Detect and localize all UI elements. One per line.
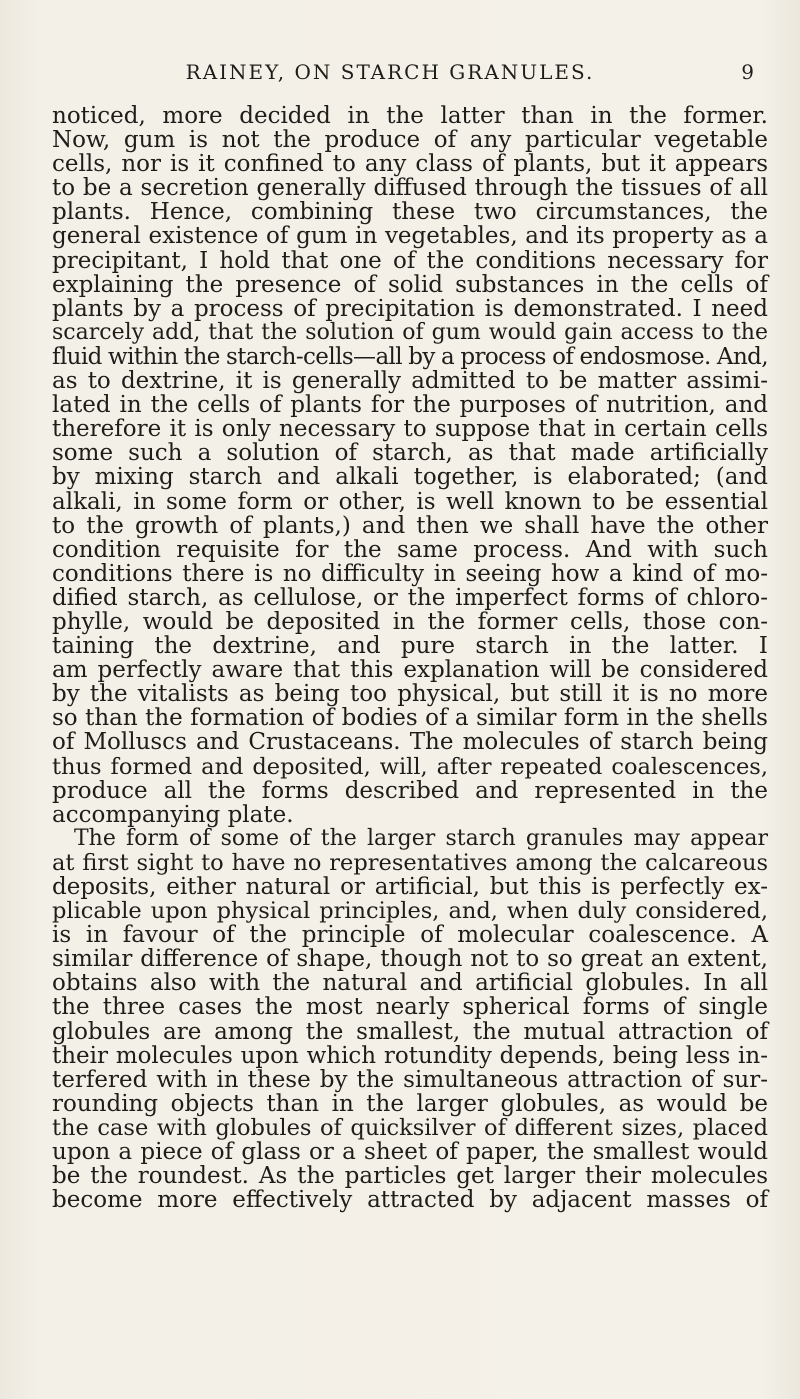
running-title: RAINEY, ON STARCH GRANULES.	[185, 60, 595, 84]
text-line: deposits, either natural or artificial, but this is perfectly ex-	[52, 874, 768, 900]
text-line: upon a piece of glass or a sheet of paper, the smallest would	[52, 1139, 768, 1166]
text-line: phylle, would be deposited in the former cells, those con-	[52, 608, 768, 635]
text-line: noticed, more decided in the latter than in the former.	[52, 103, 768, 129]
text-line: lated in the cells of plants for the purposes of nutrition, and	[52, 392, 768, 419]
text-line: rounding objects than in the larger globules, as would be	[52, 1090, 768, 1117]
text-line: plants. Hence, combining these two circumstances, the	[52, 199, 768, 226]
text-line: produce all the forms described and represented in the	[52, 777, 768, 804]
text-line: the three cases the most nearly spherical forms of single	[52, 994, 768, 1021]
text-line: taining the dextrine, and pure starch in the latter. I	[52, 633, 768, 660]
text-line: is in favour of the principle of molecular coalescence. A	[52, 922, 768, 949]
body-text	[52, 104, 768, 1212]
text-line: Now, gum is not the produce of any particular vegetable	[52, 127, 768, 154]
text-line: the case with globules of quicksilver of different sizes, placed	[52, 1114, 768, 1141]
text-line: at first sight to have no representatives among the calcareous	[52, 849, 768, 876]
text-line: globules are among the smallest, the mutual attraction of	[52, 1018, 768, 1045]
text-line: cells, nor is it confined to any class of plants, but it appears	[52, 151, 768, 178]
text-line: alkali, in some form or other, is well known to be essential	[52, 488, 768, 515]
text-line: dified starch, as cellulose, or the imperfect forms of chloro-	[52, 584, 768, 611]
text-line: plants by a process of precipitation is demonstrated. I need	[52, 295, 768, 322]
text-line: conditions there is no difficulty in seeing how a kind of mo-	[52, 560, 768, 587]
text-line: by the vitalists as being too physical, but still it is no more	[52, 681, 768, 708]
text-line: so than the formation of bodies of a similar form in the shells	[52, 705, 768, 732]
text-line: The form of some of the larger starch granules may appear	[74, 825, 768, 851]
text-line: become more effectively attracted by adjacent masses of	[52, 1187, 768, 1214]
text-line: similar difference of shape, though not to so great an extent,	[52, 946, 768, 973]
text-line: scarcely add, that the solution of gum would gain access to the	[52, 319, 768, 345]
text-line: explaining the presence of solid substances in the cells of	[52, 271, 768, 298]
text-line: their molecules upon which rotundity depends, being less in-	[52, 1042, 768, 1069]
text-line: precipitant, I hold that one of the conditions necessary for	[52, 247, 768, 274]
text-line: to the growth of plants,) and then we shall have the other	[52, 512, 768, 539]
text-line: accompanying plate.	[52, 801, 294, 828]
text-line: to be a secretion generally diffused through the tissues of all	[52, 175, 768, 202]
text-line: am perfectly aware that this explanation will be considered	[52, 657, 768, 684]
text-line: terfered with in these by the simultaneous attraction of sur-	[52, 1066, 768, 1093]
text-line: therefore it is only necessary to suppose that in certain cells	[52, 416, 768, 443]
text-line: obtains also with the natural and artificial globules. In all	[52, 970, 768, 997]
text-line: thus formed and deposited, will, after repeated coalescences,	[52, 753, 768, 780]
text-line: by mixing starch and alkali together, is elaborated; (and	[52, 464, 768, 491]
text-line: fluid within the starch-cells—all by a process of endosmose. And,	[52, 343, 768, 370]
text-line: of Molluscs and Crustaceans. The molecules of starch being	[52, 729, 768, 756]
text-line: as to dextrine, it is generally admitted to be matter assimi-	[52, 368, 768, 395]
text-line: be the roundest. As the particles get larger their molecules	[52, 1163, 768, 1190]
page-number: 9	[741, 60, 754, 84]
text-line: plicable upon physical principles, and, when duly considered,	[52, 898, 768, 925]
text-line: general existence of gum in vegetables, and its property as a	[52, 223, 768, 250]
running-head	[0, 58, 800, 86]
text-line: condition requisite for the same process. And with such	[52, 536, 768, 563]
text-line: some such a solution of starch, as that made artificially	[52, 440, 768, 467]
